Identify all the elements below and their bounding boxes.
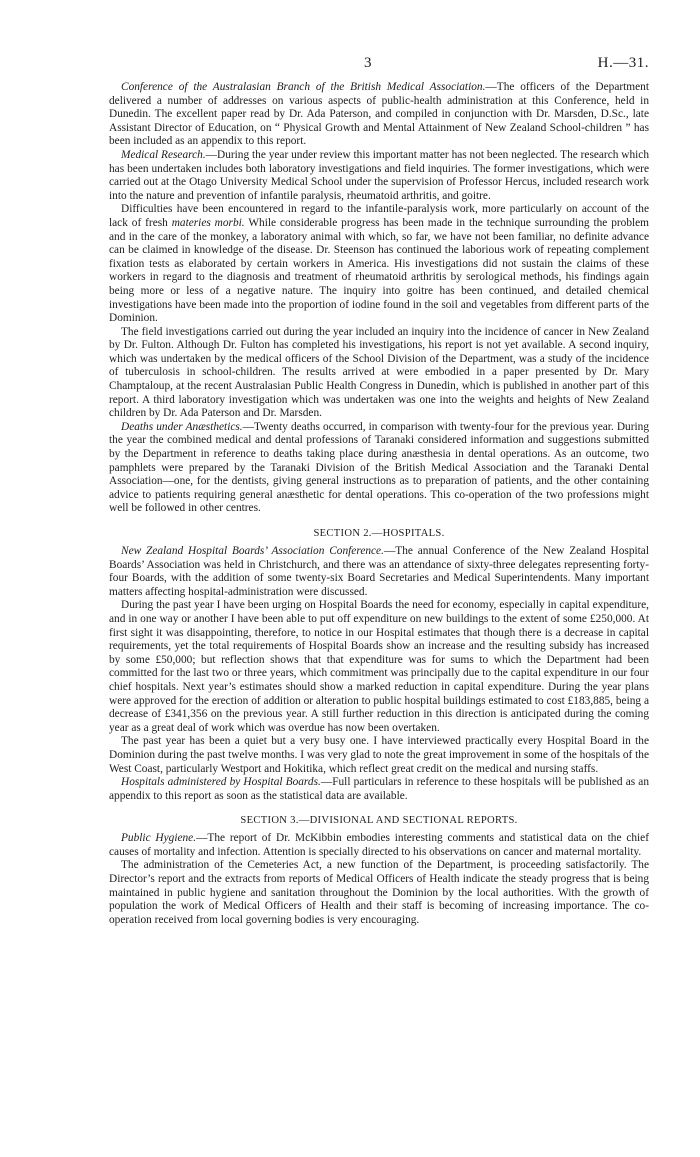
paragraph-title: Conference of the Australasian Branch of the British Medical Association. [121,81,486,93]
paragraph-text: —The report of Dr. McKibbin embodies interesting comments and statistical data on the chief causes of mortality and infection. Attention is specially directed to his observations on cancer and maternal mortality. [109,832,649,858]
paragraph-title: Deaths under Anæsthetics. [121,420,243,433]
section-3-heading: SECTION 3.—DIVISIONAL AND SECTIONAL REPORTS. [240,815,518,827]
paragraph-cemeteries-act: The administration of the Cemeteries Act, a new function of the Department, is proceeding satisfactorily. The Director’s report and the extracts from reports of Medical Officers of Health indicate the steady progress that is being maintained in public hygiene and sanitation throughout the Dominion by the local authorities. With the growth of population the work of Medical Officers of Health and their staff is becoming of increasing importance. The co-operation received from local governing bodies is very encouraging. [109,859,649,926]
paragraph-text: —Full particulars in reference to these hospitals will be published as an appendix to this report as soon as the statistical data are available. [109,776,649,802]
document-reference: H.—31. [597,55,649,71]
paragraph-text: —Twenty deaths occurred, in comparison with twenty-four for the previous year. During the year the combined medical and dental professions of Taranaki considered information and suggestions submitted by the Department in reference to deaths taking place during anæsthesia in dental operations. As an outcome, two pamphlets were prepared by the Taranaki Division of the British Medical Association and the Taranaki Dental Association—one, for the dentists, giving general instructions as to preparation of patients, and the other containing advice to patients requiring general anæsthetic for dental operations. This co-operation of the two professions might well be followed in other centres. [109,420,649,515]
paragraph-title: Medical Research. [121,148,206,161]
page-header [109,55,649,81]
paragraph-title: Hospitals administered by Hospital Boards. [121,776,321,789]
paragraph-text: Difficulties have been encountered in regard to the infantile-paralysis work, more particularly on account of the lack of fresh [109,203,649,229]
document-page [109,55,649,927]
paragraph-hospital-boards-conference [109,545,649,599]
paragraph-title: Public Hygiene. [121,832,197,845]
paragraph-infantile-paralysis [109,203,649,325]
section-1-body [109,81,649,516]
section-2-body [109,545,649,803]
page-number: 3 [364,55,372,71]
paragraph-text: —The officers of the Department delivered a number of addresses on various aspects of public-health administration at this Conference, held in Dunedin. The excellent paper read by Dr. Ada Paterson, and compiled in conjunction with Dr. Marsden, D.Sc., late Assistant Director of Education, on “ Physical Growth and Mental Attainment of New Zealand School-children ” has been included as an appendix to this report. [109,81,649,148]
paragraph-title: New Zealand Hospital Boards’ Association Conference. [121,545,384,557]
latin-term: materies morbi. [171,216,245,229]
section-3-body [109,832,649,927]
section-2-heading: SECTION 2.—HOSPITALS. [313,528,445,539]
paragraph-bma-conference [109,81,649,149]
paragraph-text: —During the year under review this important matter has not been neglected. The research which has been undertaken includes both laboratory investigations and field inquiries. The former investigations, which were carried out at the Otago University Medical School under the supervision of Professor Hercus, included research work into the nature and prevention of infantile paralysis, rheumatoid arthritis, and goitre. [109,148,650,202]
paragraph-field-investigations: The field investigations carried out during the year included an inquiry into the incidence of cancer in New Zealand by Dr. Fulton. Although Dr. Fulton has completed his investigations, his report is not yet available. A second inquiry, which was undertaken by the medical officers of the School Division of the Department, was a study of the incidence of tuberculosis in school-children. The results arrived at were embodied in a paper presented by Dr. Mary Champtaloup, at the recent Australasian Public Health Congress in Dunedin, which is published in another part of this report. A third laboratory investigation which was undertaken was one into the weights and heights of New Zealand children by Dr. Ada Paterson and Dr. Marsden. [109,325,649,420]
paragraph-medical-research [109,149,649,203]
paragraph-text: —The annual Conference of the New Zealand Hospital Boards’ Association was held in Christchurch, and there was an attendance of sixty-three delegates representing forty-four Boards, with the addition of some twenty-six Board Secretaries and Medical Superintendents. Many important matters affecting hospital-administration were discussed. [109,545,649,598]
paragraph-deaths-anaesthetics [109,421,649,516]
paragraph-public-hygiene [109,832,649,859]
paragraph-text: While considerable progress has been made in the technique surrounding the problem and in the care of the monkey, a laboratory animal with which, so far, we have not been familiar, no definite advance can be claimed in knowledge of the disease. Dr. Steenson has continued the laborious work of repeating complement fixation tests as elaborated by certain workers in America. His investigations did not sustain the claims of these workers in regard to the diagnosis and treatment of rheumatoid arthritis by serological methods, his findings again being more or less of a negative nature. The inquiry into goitre has been continued, and detailed chemical investigations have been made into the proportion of iodine found in the soil and vegetables from different parts of the Dominion. [109,216,650,325]
paragraph-economy: During the past year I have been urging on Hospital Boards the need for economy, especially in capital expenditure, and in one way or another I have been able to put off expenditure on new buildings to the extent of some £250,000. At first sight it was disappointing, therefore, to notice in our Hospital estimates that though there is a decrease in capital requirements, yet the total requirements of Hospital Boards show an increase and the resulting subsidy has increased by some £50,000; but reflection shows that that expenditure was for sums to which the Department had been committed for the last two or three years, which commitment was principally due to the capital expenditure in our four chief hospitals. Next year’s estimates should show a marked reduction in capital expenditure. During the year plans were approved for the erection of addition or alteration to public hospital buildings estimated to cost £183,885, being a decrease of £341,356 on the previous year. A still further reduction in this direction is anticipated during the coming year as a great deal of work which was overdue has now been overtaken. [109,599,649,734]
paragraph-hospitals-administered [109,776,649,803]
paragraph-busy-year: The past year has been a quiet but a very busy one. I have interviewed practically every Hospital Board in the Dominion during the past twelve months. I was very glad to note the great improvement in some of the hospitals of the West Coast, particularly Westport and Hokitika, which reflect great credit on the medical and nursing staffs. [109,735,649,775]
